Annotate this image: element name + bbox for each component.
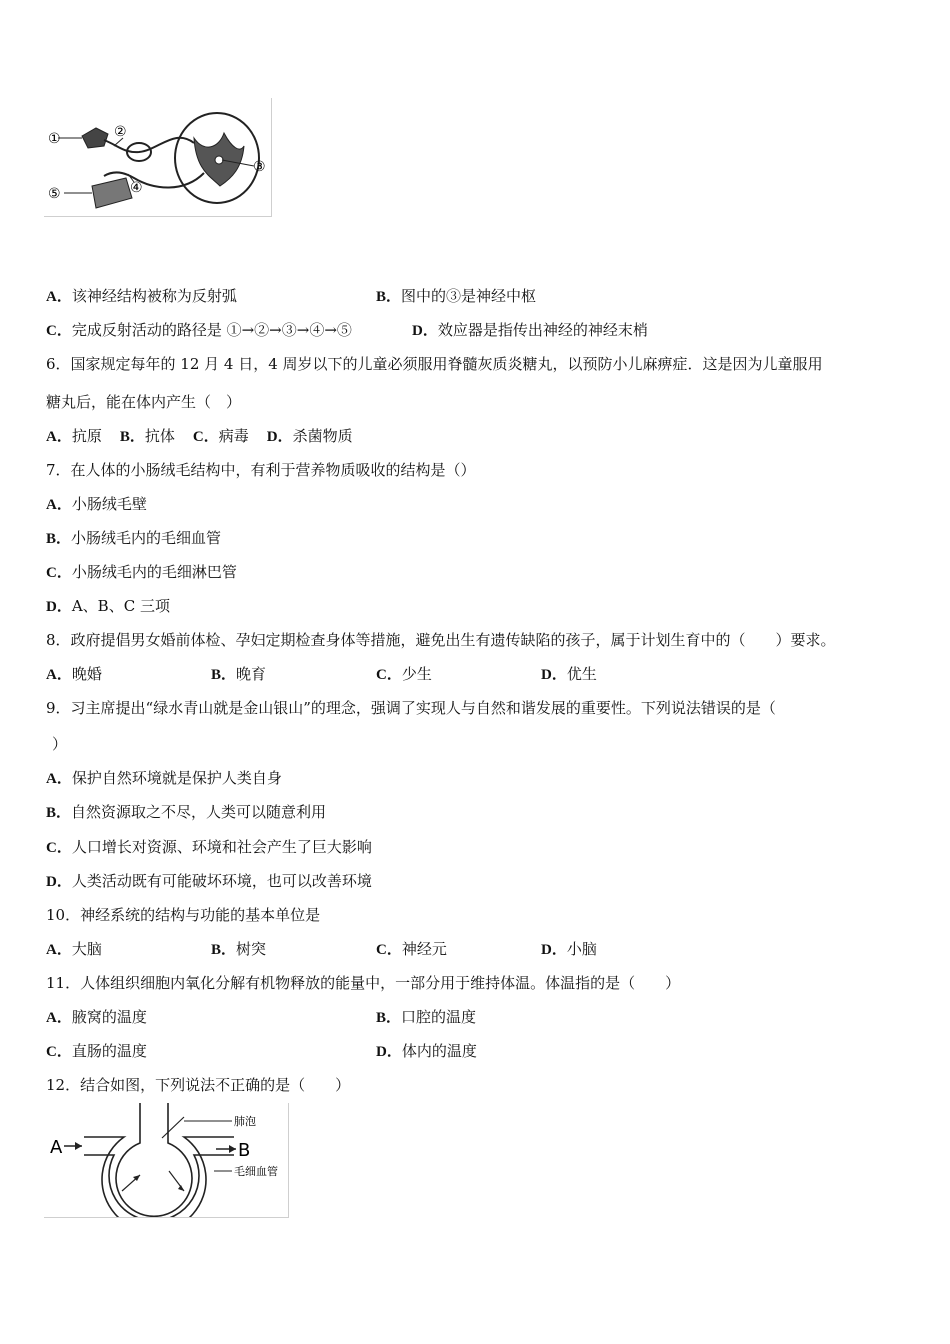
q9-option-d [46, 871, 372, 892]
q6-stem-line1: 6．国家规定每年的 12 月 4 日，4 周岁以下的儿童必须服用脊髓灰质炎糖丸，以预防小儿麻痹症．这是因为儿童服用 [46, 355, 823, 373]
option-label: D． [46, 874, 72, 890]
label-b: B [238, 1140, 251, 1161]
option-text: 抗原 [71, 427, 102, 445]
q9-option-c [46, 837, 372, 858]
q11-option-a [46, 1007, 147, 1028]
option-label: B． [211, 942, 237, 958]
option-text: 该神经结构被称为反射弧 [71, 287, 237, 305]
q11-option-b [376, 1007, 476, 1028]
q10-option-c [376, 939, 447, 960]
alveolus-figure [44, 1103, 289, 1218]
option-text: 病毒 [218, 427, 249, 445]
option-text: 直肠的温度 [71, 1042, 147, 1060]
option-text: 小脑 [566, 940, 597, 958]
option-text: 少生 [401, 665, 432, 683]
option-text: 小肠绒毛内的毛细淋巴管 [71, 563, 237, 581]
q6-option-b [120, 427, 175, 445]
alveolus-diagram [44, 1103, 288, 1217]
option-label: C． [46, 565, 72, 581]
label-2: ② [114, 124, 127, 140]
option-text: 完成反射活动的路径是 ①→②→③→④→⑤ [71, 321, 352, 339]
q7-stem: 7．在人体的小肠绒毛结构中，有利于营养物质吸收的结构是（） [46, 461, 476, 479]
option-label: A． [46, 667, 72, 683]
q7-option-a [46, 494, 147, 515]
option-text: 杀菌物质 [292, 427, 353, 445]
option-label: D． [266, 429, 293, 445]
option-text: 人口增长对资源、环境和社会产生了巨大影响 [71, 838, 372, 856]
q10-option-a [46, 939, 102, 960]
q11-stem: 11．人体组织细胞内氧化分解有机物释放的能量中，一部分用于维持体温。体温指的是（ ） [46, 974, 681, 992]
option-label: D． [376, 1044, 402, 1060]
q6-options [46, 426, 353, 447]
option-label: D． [412, 323, 438, 339]
label-alveolus: 肺泡 [234, 1115, 256, 1128]
label-capillary: 毛细血管 [234, 1165, 278, 1178]
q5-option-c [46, 320, 352, 341]
option-text: 自然资源取之不尽，人类可以随意利用 [71, 803, 327, 821]
q7-option-c [46, 562, 237, 583]
q10-option-d [541, 939, 597, 960]
option-label: C． [46, 1044, 72, 1060]
label-3: ③ [253, 159, 266, 175]
option-label: C． [46, 840, 72, 856]
option-text: 小肠绒毛内的毛细血管 [71, 529, 222, 547]
reflex-arc-diagram [44, 98, 271, 216]
option-text: 抗体 [144, 427, 175, 445]
option-label: B． [376, 1010, 402, 1026]
option-label: A． [46, 289, 72, 305]
label-5: ⑤ [48, 186, 61, 202]
option-label: D． [541, 667, 567, 683]
q5-option-a [46, 286, 237, 307]
option-label: C． [376, 667, 402, 683]
option-label: B． [46, 805, 72, 821]
option-text: 树突 [236, 940, 267, 958]
option-label: A． [46, 497, 72, 513]
option-text: 体内的温度 [401, 1042, 477, 1060]
q8-option-a [46, 664, 102, 685]
q11-option-c [46, 1041, 147, 1062]
q9-option-a [46, 768, 282, 789]
option-label: C． [192, 429, 219, 445]
q8-stem: 8．政府提倡男女婚前体检、孕妇定期检查身体等措施，避免出生有遗传缺陷的孩子，属于计划生育中的（ ）要求。 [46, 631, 836, 649]
reflex-arc-figure [44, 98, 272, 217]
q6-option-d [267, 427, 353, 445]
option-text: 效应器是指传出神经的神经末梢 [437, 321, 648, 339]
option-label: A． [46, 942, 72, 958]
q7-option-b [46, 528, 221, 549]
q5-option-b [376, 286, 536, 307]
q9-option-b [46, 802, 326, 823]
option-label: A． [46, 1010, 72, 1026]
option-label: A． [46, 429, 72, 445]
q11-option-d [376, 1041, 477, 1062]
q6-stem-line2: 糖丸后，能在体内产生（ ） [46, 393, 242, 411]
option-text: 口腔的温度 [401, 1008, 477, 1026]
option-label: C． [376, 942, 402, 958]
option-label: A． [46, 771, 72, 787]
option-text: 神经元 [401, 940, 447, 958]
q8-option-c [376, 664, 432, 685]
label-4: ④ [130, 180, 143, 196]
option-text: 保护自然环境就是保护人类自身 [71, 769, 282, 787]
option-label: D． [46, 599, 72, 615]
q6-option-c [193, 427, 249, 445]
q5-option-d [412, 320, 648, 341]
option-text: A、B、C 三项 [71, 597, 170, 615]
q8-option-d [541, 664, 597, 685]
q9-stem-line2: ） [52, 735, 68, 753]
q6-option-a [46, 427, 102, 445]
option-text: 图中的③是神经中枢 [401, 287, 537, 305]
option-text: 小肠绒毛壁 [71, 495, 147, 513]
q9-stem-line1: 9．习主席提出“绿水青山就是金山银山”的理念，强调了实现人与自然和谐发展的重要性。下列说法错误的是（ [46, 699, 776, 717]
label-1: ① [48, 131, 61, 147]
option-text: 晚育 [236, 665, 267, 683]
option-text: 晚婚 [71, 665, 102, 683]
q12-stem: 12．结合如图，下列说法不正确的是（ ） [46, 1076, 351, 1094]
q8-option-b [211, 664, 266, 685]
option-text: 优生 [566, 665, 597, 683]
option-text: 人类活动既有可能破坏环境，也可以改善环境 [71, 872, 372, 890]
q10-stem: 10．神经系统的结构与功能的基本单位是 [46, 906, 321, 924]
option-label: B． [376, 289, 402, 305]
option-label: C． [46, 323, 72, 339]
option-label: D． [541, 942, 567, 958]
q10-option-b [211, 939, 266, 960]
label-a: A [50, 1137, 63, 1158]
option-label: B． [119, 429, 145, 445]
option-text: 腋窝的温度 [71, 1008, 147, 1026]
option-text: 大脑 [71, 940, 102, 958]
option-label: B． [211, 667, 237, 683]
option-label: B． [46, 531, 72, 547]
q7-option-d [46, 596, 170, 617]
